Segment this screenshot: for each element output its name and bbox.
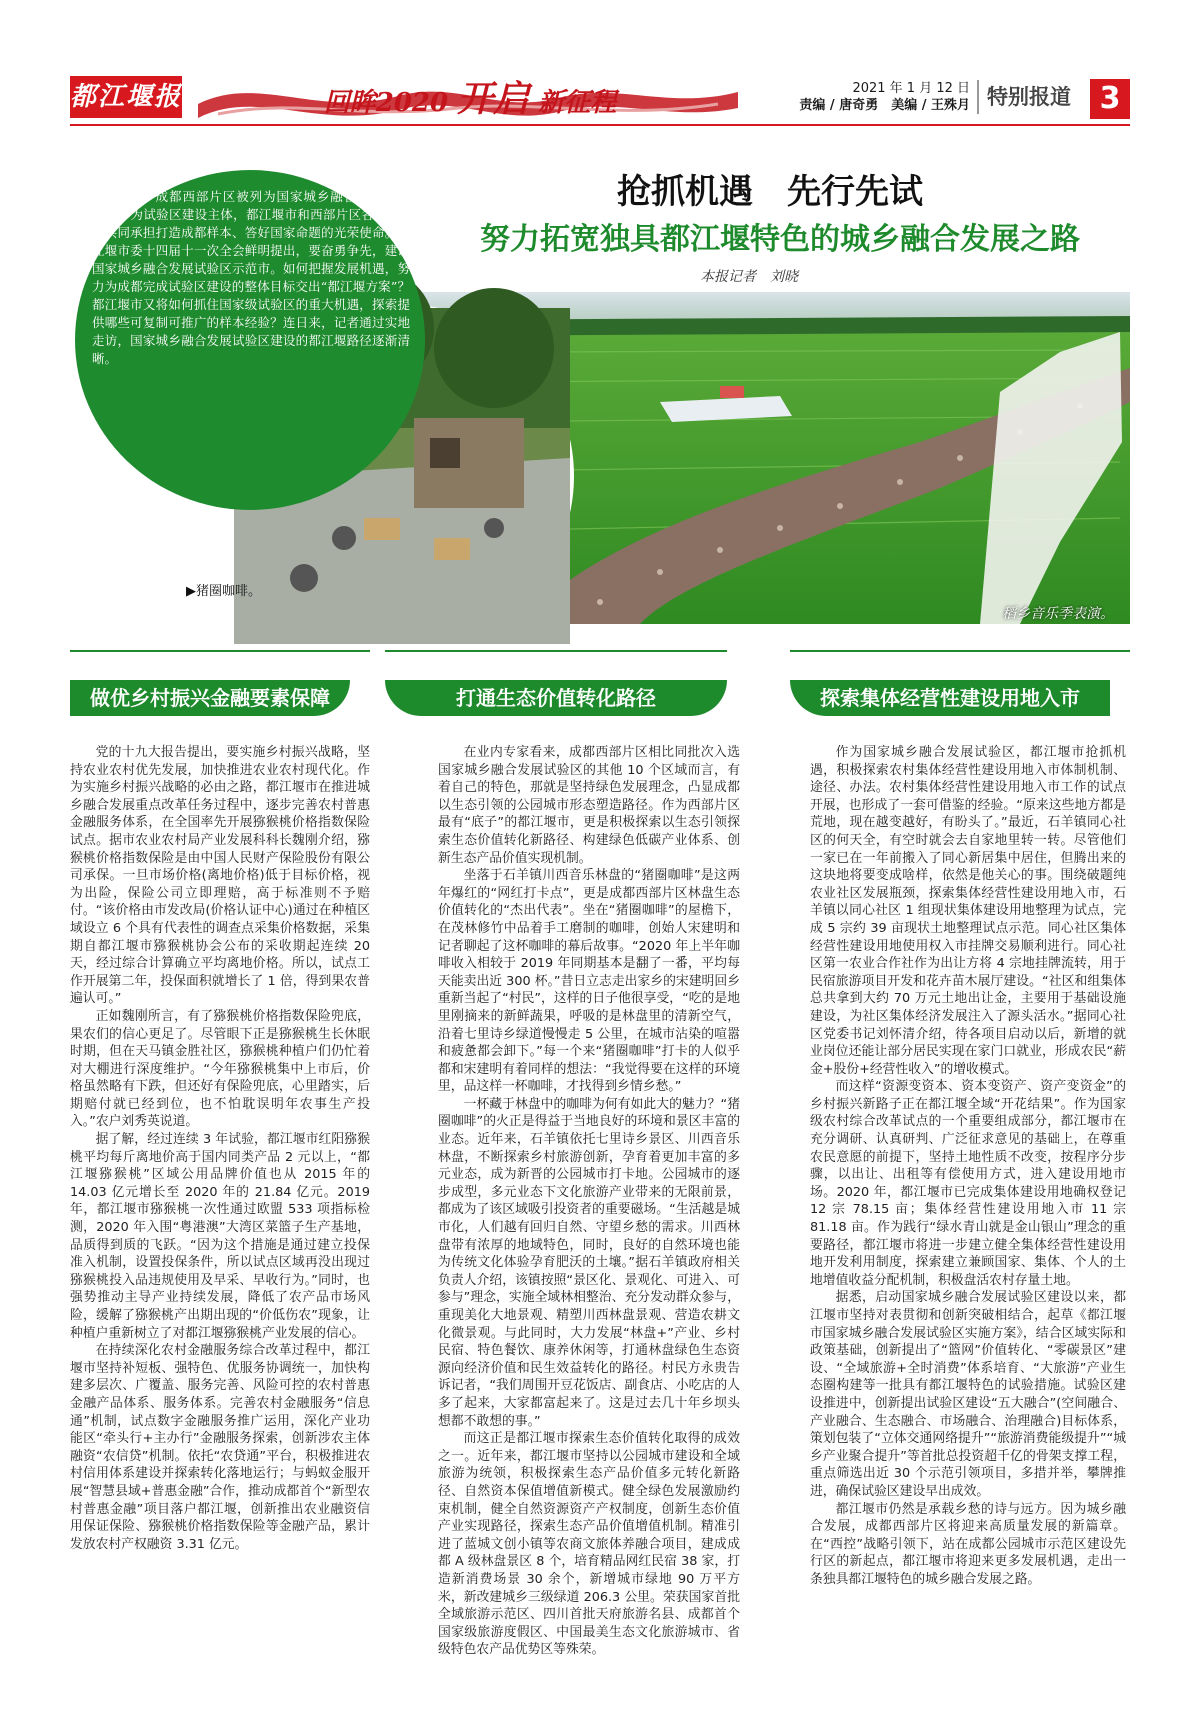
paragraph: 在业内专家看来，成都西部片区相比同批次入选国家城乡融合发展试验区的其他 10 个区域而言，有着自己的特色，那就是坚持绿色发展理念，凸显成都以生态引领的公园城市形态塑造路径。作为西部片区最有“底子”的都江堰市，更是积极探索以生态引领探索生态价值转化新路径、构建绿色低碳产业体系、创新生态产品价值实现机制。 xyxy=(438,745,740,866)
newspaper-logo: 都江堰报 xyxy=(70,76,182,118)
banner-big-text: 开启 xyxy=(457,78,530,120)
paragraph: 一杯藏于林盘中的咖啡为何有如此大的魅力？“猪圈咖啡”的火正是得益于当地良好的环境和景区丰富的业态。近年来，石羊镇依托七里诗乡景区、川西音乐林盘，不断探索乡村旅游创新，孕育着更加丰富的多元业态，成为新晋的公园城市打卡地。公园城市的逐步成型，多元业态下文化旅游产业带来的无限前景，都成为了该区域吸引投资者的重要磁场。“生活越是城市化，人们越有回归自然、守望乡愁的需求。川西林盘带有浓厚的地域特色，同时，良好的自然环境也能为传统文化体验孕育肥沃的土壤。”据石羊镇政府相关负责人介绍，该镇按照“景区化、景观化、可进入、可参与”理念，实施全域林相整治、充分发动群众参与，重现美化大地景观、精塑川西林盘景观、营造农耕文化微景观。与此同时，大力发展“林盘+”产业、乡村民宿、特色餐饮、康养休闲等，打通林盘绿色生态资源向经济价值和民生效益转化的路径。村民方永贵告诉记者，“我们周围开豆花饭店、副食店、小吃店的人多了起来，大家都富起来了。这是过去几十年乡坝头想都不敢想的事。” xyxy=(438,1096,740,1429)
intro-text: 2019 年，成都西部片区被列为国家城乡融合发展试验区。作为试验区建设主体，都江堰市和西部片区各区(市)县共同承担打造成都样本、答好国家命题的光荣使命。都江堰市委十四届十一次全会鲜明提出，要奋勇争先，建设国家城乡融合发展试验区示范市。如何把握发展机遇，努力为成都完成试验区建设的整体目标交出“都江堰方案”？都江堰市又将如何抓住国家级试验区的重大机遇，探索提供哪些可复制可推广的样本经验？连日来，记者通过实地走访，国家城乡融合发展试验区建设的都江堰路径逐渐清晰。 xyxy=(92,189,410,366)
section-divider-2 xyxy=(385,650,727,652)
headline-main: 抢抓机遇 先行先试 xyxy=(617,172,923,212)
paragraph: 都江堰市仍然是承载乡愁的诗与远方。因为城乡融合发展，成都西部片区将迎来高质量发展的新篇章。在“西控”战略引领下，站在成都公园城市示范区建设先行区的新起点，都江堰市将迎来更多发展机遇，走出一条独具都江堰特色的城乡融合发展之路。 xyxy=(810,1501,1126,1587)
column-land xyxy=(810,744,1126,1636)
banner-right-text: 新征程 xyxy=(538,88,617,118)
paragraph: 而这样“资源变资本、资本变资产、资产变资金”的乡村振兴新路子正在都江堰全域“开花结果”。作为国家级农村综合改革试点的一个重要组成部分，都江堰市在充分调研、认真研判、广泛征求意见的基础上，在尊重农民意愿的前提下，坚持土地性质不改变，按程序分步骤，以出让、出租等有偿使用方式，进入建设用地市场。2020 年，都江堰市已完成集体建设用地确权登记 12 宗 78.15 亩；集体经营性建设用地入市 11 宗 81.18 亩。作为践行“绿水青山就是金山银山”理念的重要路径，都江堰市将进一步建立健全集体经营性建设用地开发利用制度，探索建立兼顾国家、集体、个人的土地增值收益分配机制，积极盘活农村存量土地。 xyxy=(810,1079,1126,1288)
paragraph: 作为国家城乡融合发展试验区，都江堰市抢抓机遇，积极探索农村集体经营性建设用地入市体制机制、途径、办法。农村集体经营性建设用地入市工作的试点开展，也形成了一套可借鉴的经验。“原来这些地方都是荒地，现在越变越好，有盼头了。”最近，石羊镇同心社区的何天全，有空时就会去自家地里转一转。尽管他们一家已在一年前搬入了同心新居集中居住，但腾出来的这块地将要变成啥样，依然是他关心的事。围绕破题纯农业社区发展瓶颈，探索集体经营性建设用地入市，石羊镇以同心社区 1 组现状集体建设用地整理为试点，完成 5 宗约 39 亩现状土地整理试点示范。同心社区集体经营性建设用地使用权入市挂牌交易顺利进行。同心社区第一农业合作社作为出让方将 4 宗地挂牌流转，用于民宿旅游项目开发和花卉苗木展厅建设。“社区和组集体总共拿到大约 70 万元土地出让金，主要用于基础设施建设，为社区集体经济发展注入了源头活水。”据同心社区党委书记刘怀清介绍，待各项目启动以后，新增的就业岗位还能让部分居民实现在家门口就业，形成农民“薪金+股份+经营性收入”的增收模式。 xyxy=(810,745,1126,1077)
section-divider-3 xyxy=(790,650,1130,652)
caption-rice-field-concert: 稻乡音乐季表演。 xyxy=(1002,606,1114,622)
headline-sub: 努力拓宽独具都江堰特色的城乡融合发展之路 xyxy=(480,222,1080,257)
paragraph: 据了解，经过连续 3 年试验，都江堰市红阳猕猴桃平均每斤离地价高于国内同类产品 2 元以上，“都江堰猕猴桃”区域公用品牌价值也从 2015 年的 14.03 亿元增长至 2020 年的 21.84 亿元。2019 年，都江堰市猕猴桃一次性通过欧盟 533 项指标检测，2020 年入围“粤港澳”大湾区菜篮子生产基地，品质得到质的飞跃。“因为这个措施是通过建立投保准入机制，设置投保条件，所以试点区域再没出现过猕猴桃投入品违规使用及早采、早收行为。”同时，也强势推动主导产业持续发展，降低了农产品市场风险，缓解了猕猴桃产出期出现的“价低伤农”现象，让种植户重新树立了对都江堰猕猴桃产业发展的信心。 xyxy=(70,1132,370,1341)
banner-title xyxy=(240,78,700,120)
paragraph: 正如魏刚所言，有了猕猴桃价格指数保险兜底，果农们的信心更足了。尽管眼下正是猕猴桃生长休眠时期，但在天马镇金胜社区，猕猴桃种植户们仍忙着对大棚进行深度维护。“今年猕猴桃集中上市后，价格虽然略有下跌，但还好有保险兜底，心里踏实，后期赔付就已经到位，也不怕耽误明年农事生产投入。”农户刘秀英说道。 xyxy=(70,1008,370,1130)
column-ecology xyxy=(438,744,740,1658)
byline: 本报记者 刘晓 xyxy=(700,269,798,285)
caption-pig-pen-cafe: ▶猪圈咖啡。 xyxy=(186,584,261,599)
section-divider-1 xyxy=(70,650,370,652)
issue-info xyxy=(770,80,970,114)
section-title-land: 探索集体经营性建设用地入市 xyxy=(790,680,1110,716)
paragraph: 在持续深化农村金融服务综合改革过程中，都江堰市坚持补短板、强特色、优服务协调统一，加快构建多层次、广覆盖、服务完善、风险可控的农村普惠金融产品体系、服务体系。完善农村金融服务“信息通”机制，试点数字金融服务推广运用，深化产业功能区“牵头行+主办行”金融服务探索，创新涉农主体融资“农信贷”机制。依托“农贷通”平台，积极推进农村信用体系建设并探索转化落地运行；与蚂蚁金服开展“智慧县域+普惠金融”合作，推动成都首个“新型农村普惠金融”项目落户都江堰，创新推出农业融资信用保证保险、猕猴桃价格指数保险等金融产品，累计发放农村产权融资 3.31 亿元。 xyxy=(70,1343,370,1552)
editor-credits: 责编 / 唐奇勇 美编 / 王殊月 xyxy=(799,98,970,113)
paragraph: 坐落于石羊镇川西音乐林盘的“猪圈咖啡”是这两年爆红的“网红打卡点”，更是成都西部片区林盘生态价值转化的“杰出代表”。坐在“猪圈咖啡”的屋檐下，在茂林修竹中品着手工磨制的咖啡，创始人宋建明和记者聊起了这杯咖啡的幕后故事。“2020 年上半年咖啡收入相较于 2019 年同期基本是翻了一番，平均每天能卖出近 300 杯。”昔日立志走出家乡的宋建明回乡重新当起了“村民”，这样的日子他很享受，“吃的是地里刚摘来的新鲜蔬果，呼吸的是林盘里的清新空气，沿着七里诗乡绿道慢慢走 5 公里，在城市沾染的喧嚣和疲惫都会卸下。”每一个来“猪圈咖啡”打卡的人似乎都和宋建明有着同样的想法：“我觉得要在这样的环境里，品这样一杯咖啡，才找得到乡情乡愁。” xyxy=(438,868,740,1095)
issue-date: 2021 年 1 月 12 日 xyxy=(852,81,970,96)
banner-left-text: 回眸2020 xyxy=(323,88,449,118)
masthead-rule xyxy=(70,124,1130,126)
section-title-ecology: 打通生态价值转化路径 xyxy=(385,680,727,716)
paragraph: 而这正是都江堰市探索生态价值转化取得的成效之一。近年来，都江堰市坚持以公园城市建设和全域旅游为统领，积极探索生态产品价值多元转化新路径、自然资本保值增值新模式。健全绿色发展激励约束机制，健全自然资源资产产权制度，创新生态价值产业实现路径，探索生态产品价值增值机制。精准引进了蓝城文创小镇等农商文旅体养融合项目，建成成都 A 级林盘景区 8 个，培育精品网红民宿 38 家，打造新消费场景 30 余个，新增城市绿地 90 万平方米，新改建城乡三级绿道 206.3 公里。荣获国家首批全域旅游示范区、四川首批天府旅游名县、成都首个国家级旅游度假区、中国最美生态文化旅游城市、省级特色农产品优势区等殊荣。 xyxy=(438,1431,740,1658)
paragraph: 据悉，启动国家城乡融合发展试验区建设以来，都江堰市坚持对表贯彻和创新突破相结合，起草《都江堰市国家城乡融合发展试验区实施方案》，结合区域实际和政策基础，创新提出了“篮网”价值转化、“零碳景区”建设、“全域旅游+全时消费”体系培育、“大旅游”产业生态圈构建等一批具有都江堰特色的试验措施。试验区建设推进中，创新提出试验区建设“五大融合”(空间融合、产业融合、生态融合、市场融合、治理融合)目标体系，策划包装了“立体交通网络提升”“旅游消费能级提升”“城乡产业聚合提升”等首批总投资超千亿的骨架支撑工程，重点筛选出近 30 个示范引领项目，多措并举，攀牌推进，确保试验区建设早出成效。 xyxy=(810,1290,1126,1499)
page-number: 3 xyxy=(1090,79,1130,119)
paragraph: 党的十九大报告提出，要实施乡村振兴战略，坚持农业农村优先发展，加快推进农业农村现代化。作为实施乡村振兴战略的必由之路，都江堰市在推进城乡融合发展重点改革任务过程中，逐步完善农村普惠金融服务体系，在全国率先开展猕猴桃价格指数保险试点。据市农业农村局产业发展科科长魏刚介绍，猕猴桃价格指数保险是由中国人民财产保险股份有限公司承保。一旦市场价格(离地价格)低于目标价格，视为出险，保险公司立即理赔，高于标准则不予赔付。“该价格由市发改局(价格认证中心)通过在种植区域设立 6 个具有代表性的调查点采集价格数据，采集期自都江堰市猕猴桃协会公布的采收期起连续 20 天，经过综合计算确立平均离地价格。所以，试点工作开展第二年，投保面积就增长了 1 倍，得到果农普遍认可。” xyxy=(70,745,370,1007)
section-title-finance: 做优乡村振兴金融要素保障 xyxy=(70,680,350,716)
column-finance xyxy=(70,744,370,1636)
section-label: 特别报道 xyxy=(977,80,1095,114)
